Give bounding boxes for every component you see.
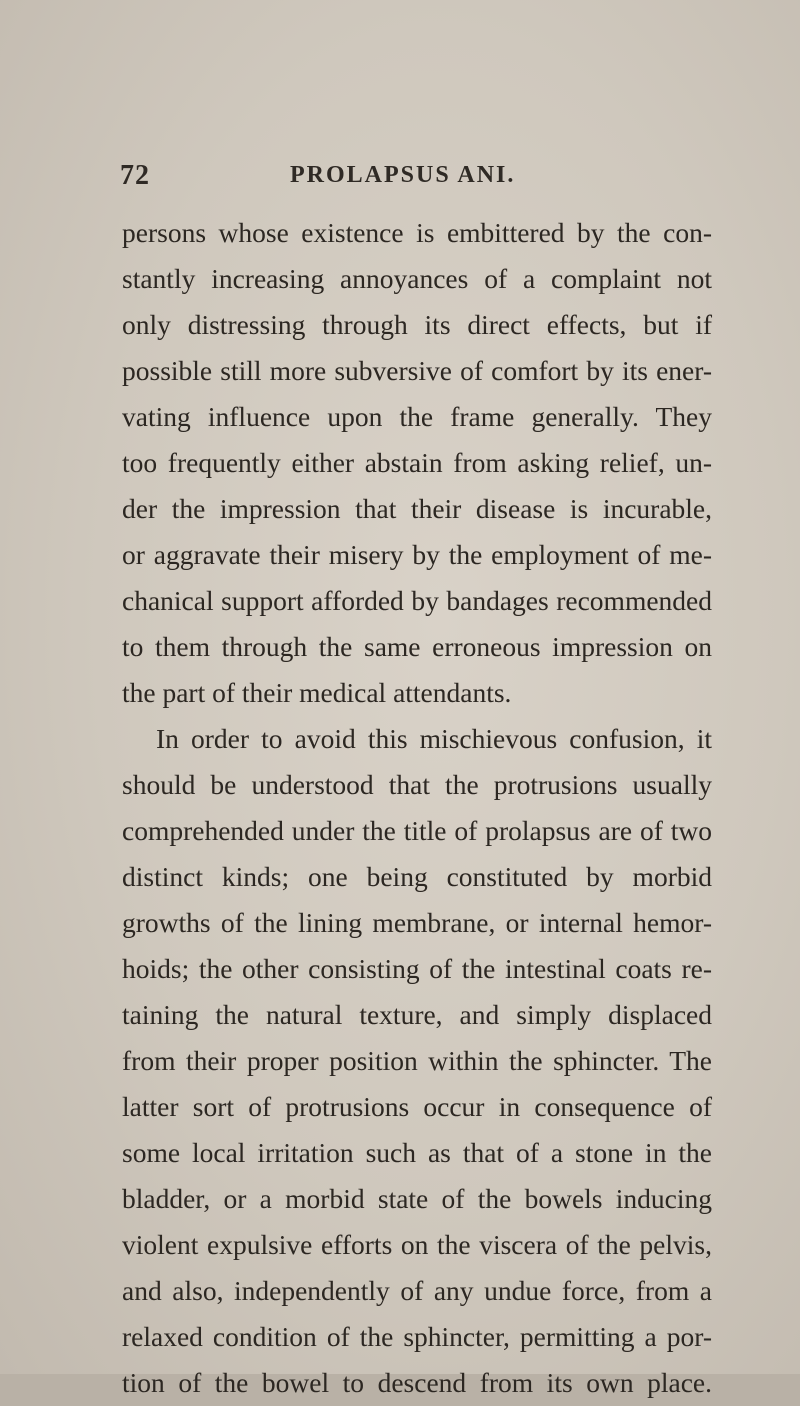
text-line: or aggravate their misery by the employment of me- bbox=[122, 539, 712, 570]
page-number: 72 bbox=[120, 160, 150, 191]
text-line: only distressing through its direct effects, but if bbox=[122, 309, 712, 340]
text-line: some local irritation such as that of a stone in the bbox=[122, 1137, 712, 1168]
text-line: should be understood that the protrusions usually bbox=[122, 769, 712, 800]
text-line: relaxed condition of the sphincter, permitting a por- bbox=[122, 1321, 712, 1352]
text-line: taining the natural texture, and simply displaced bbox=[122, 999, 712, 1030]
text-line: comprehended under the title of prolapsus are of two bbox=[122, 815, 712, 846]
text-line: violent expulsive efforts on the viscera of the pelvis, bbox=[122, 1229, 712, 1260]
text-line: der the impression that their disease is incurable, bbox=[122, 493, 712, 524]
text-line: latter sort of protrusions occur in consequence of bbox=[122, 1091, 712, 1122]
paragraph-end-line: the part of their medical attendants. bbox=[122, 677, 512, 708]
text-line: possible still more subversive of comfort by its ener- bbox=[122, 355, 712, 386]
text-line: from their proper position within the sphincter. The bbox=[122, 1045, 712, 1076]
body-text bbox=[122, 210, 712, 1406]
text-line: too frequently either abstain from asking relief, un- bbox=[122, 447, 712, 478]
text-line: distinct kinds; one being constituted by morbid bbox=[122, 861, 712, 892]
text-line: vating influence upon the frame generally. They bbox=[122, 401, 712, 432]
running-head: PROLAPSUS ANI. bbox=[290, 162, 516, 188]
text-line: to them through the same erroneous impression on bbox=[122, 631, 712, 662]
text-line: bladder, or a morbid state of the bowels inducing bbox=[122, 1183, 712, 1214]
text-line: tion of the bowel to descend from its own place. bbox=[122, 1367, 712, 1398]
page-header bbox=[120, 160, 740, 196]
text-line: chanical support afforded by bandages recommended bbox=[122, 585, 712, 616]
text-line: persons whose existence is embittered by the con- bbox=[122, 217, 712, 248]
paragraph-start-line: In order to avoid this mischievous confusion, it bbox=[156, 723, 712, 754]
text-line: growths of the lining membrane, or internal hemor- bbox=[122, 907, 712, 938]
text-line: hoids; the other consisting of the intestinal coats re- bbox=[122, 953, 712, 984]
text-line: and also, independently of any undue force, from a bbox=[122, 1275, 712, 1306]
text-line: stantly increasing annoyances of a complaint not bbox=[122, 263, 712, 294]
